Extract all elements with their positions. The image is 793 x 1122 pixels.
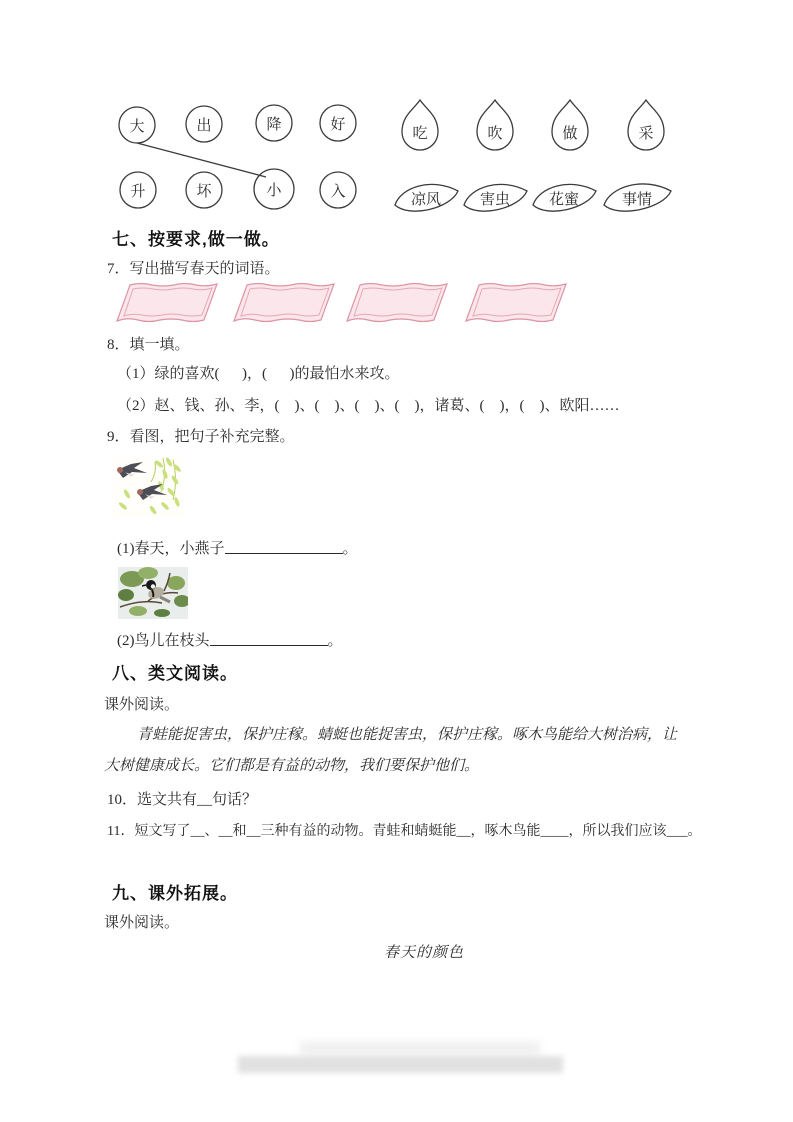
match-word: 小 xyxy=(266,183,282,199)
match-circle-bottom-4 xyxy=(320,172,356,208)
answer-blank[interactable] xyxy=(225,551,343,554)
match-circle-bottom-1 xyxy=(120,172,156,208)
match-leaf-4 xyxy=(604,184,671,211)
match-leaf-3 xyxy=(533,184,596,211)
match-drop-2 xyxy=(477,100,513,150)
reading-passage: 青蛙能捉害虫，保护庄稼。蜻蜓也能捉害虫，保护庄稼。啄木鸟能给大树治病，让大树健康成长。它们都是有益的动物，我们要保护他们。 xyxy=(104,727,678,774)
match-drop-4 xyxy=(628,100,664,150)
section-heading-8: 八、类文阅读。 xyxy=(112,664,238,683)
match-leaf-2 xyxy=(464,184,527,211)
answer-box[interactable] xyxy=(462,281,575,324)
match-word: 吹 xyxy=(487,126,503,142)
match-word: 采 xyxy=(638,126,654,142)
match-word: 入 xyxy=(330,184,346,200)
answer-blank[interactable] xyxy=(210,643,328,646)
matching-exercise-diagram xyxy=(0,95,793,227)
watermark-blur xyxy=(238,1056,563,1073)
match-word: 出 xyxy=(196,118,212,134)
match-word: 害虫 xyxy=(479,192,511,208)
sentence-end: 。 xyxy=(342,541,358,557)
match-drop-1 xyxy=(402,100,438,150)
match-word: 降 xyxy=(266,117,282,133)
sentence-prefix: (2)鸟儿在枝头 xyxy=(117,633,210,649)
match-circle-top-1 xyxy=(119,107,155,143)
sentence-prefix: (1)春天，小燕子 xyxy=(117,541,225,557)
match-word: 吃 xyxy=(412,126,428,142)
match-leaf-1 xyxy=(395,184,458,211)
answer-box[interactable] xyxy=(113,281,226,324)
swallows-willow-image xyxy=(113,456,185,518)
question-8-label: 8．填一填。 xyxy=(107,337,190,353)
match-circle-bottom-2 xyxy=(186,172,222,208)
match-circle-top-4 xyxy=(320,105,356,141)
passage-title: 春天的颜色 xyxy=(383,945,464,961)
question-11: 11．短文写了__、__和__三种有益的动物。青蛙和蜻蜓能__，啄木鸟能____，所以我们应该___。 xyxy=(107,824,702,839)
match-word: 凉风 xyxy=(410,192,442,208)
match-circle-top-3 xyxy=(256,105,292,141)
answer-box[interactable] xyxy=(343,281,456,324)
match-word: 坏 xyxy=(196,184,212,200)
match-word: 升 xyxy=(130,184,146,200)
answer-box[interactable] xyxy=(230,281,343,324)
match-circle-top-2 xyxy=(186,106,222,142)
reading-intro-9: 课外阅读。 xyxy=(104,915,180,931)
question-9-item-2 xyxy=(117,629,343,650)
question-8-item-1: （1）绿的喜欢( )，( )的最怕水来攻。 xyxy=(117,366,400,382)
match-drop-3 xyxy=(552,100,588,150)
section-heading-7: 七、按要求,做一做。 xyxy=(112,230,280,249)
match-word: 花蜜 xyxy=(548,192,580,208)
sentence-end: 。 xyxy=(327,633,343,649)
bird-on-branch-photo xyxy=(118,567,188,619)
question-9-item-1 xyxy=(117,537,358,558)
match-word: 事情 xyxy=(621,192,653,208)
watermark-blur xyxy=(300,1042,540,1055)
match-word: 做 xyxy=(562,126,578,142)
reading-intro-8: 课外阅读。 xyxy=(104,697,180,713)
match-word: 大 xyxy=(129,119,145,135)
section-heading-9: 九、课外拓展。 xyxy=(112,884,238,903)
question-8-item-2: （2）赵、钱、孙、李，( )、( )、( )、( )，诸葛、( )，( )、欧阳…… xyxy=(117,398,620,414)
match-word: 好 xyxy=(330,117,346,133)
question-7-label: 7．写出描写春天的词语。 xyxy=(107,261,280,277)
question-10: 10．选文共有__句话？ xyxy=(107,792,258,808)
question-9-label: 9．看图，把句子补充完整。 xyxy=(107,429,295,445)
